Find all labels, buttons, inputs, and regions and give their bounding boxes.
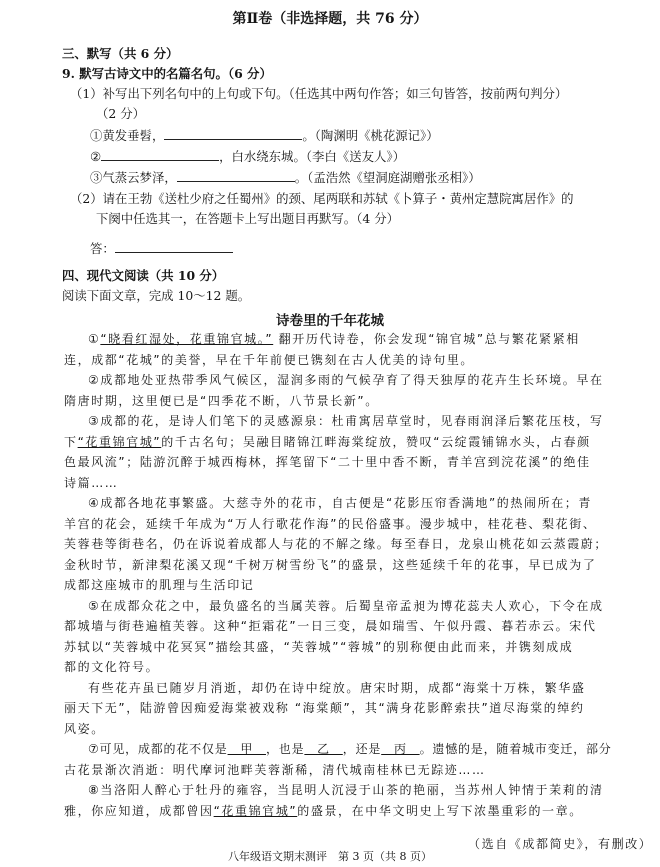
article-source: （选自《成都简史》，有删改） — [468, 837, 653, 851]
underlined-text: 丙 — [381, 742, 420, 756]
article-line — [88, 372, 604, 388]
article-line — [64, 762, 486, 778]
underlined-text: 乙 — [304, 742, 343, 756]
article-line — [64, 721, 105, 737]
article-line — [64, 639, 573, 655]
underlined-text: “花重锦官城” — [77, 434, 162, 449]
section4-heading: 四、现代文阅读（共 10 分） — [62, 268, 225, 283]
line-text: 都城墙与街巷遍植芙蓉。这种“拒霜花”一日三变，晨如瑞雪、午似丹霞、暮若赤云。宋代 — [64, 619, 597, 633]
underlined-text: “晓看红湿处，花重锦官城。” — [100, 332, 274, 346]
article-line — [64, 434, 591, 450]
article-line — [64, 659, 159, 675]
line-text: ，还是 — [342, 742, 382, 756]
line-text: 的千古名句；吴融目睹锦江畔海棠绽放，赞叹“云绽霞铺锦水头，占春颜 — [161, 434, 591, 449]
line-text: 苏轼以“芙蓉城中花冥冥”描绘其盛，“芙蓉城”“蓉城”的别称便由此而来，并镌刻成成 — [64, 639, 574, 654]
line-text: ① — [88, 332, 101, 346]
answer-blank-3[interactable] — [177, 169, 295, 182]
line-text: ⑤在成都众花之中，最负盛名的当属芙蓉。后蜀皇帝孟昶为博花蕊夫人欢心，下令在成 — [88, 598, 604, 613]
line-text: 古花景渐次消逝：明代摩诃池畔芙蓉渐稀，清代城南桂林已无踪迹…… — [64, 762, 486, 777]
question-9-1-points: （2 分） — [96, 106, 145, 121]
item-2-source: ，白水绕东城。（李白《送友人》） — [219, 149, 405, 164]
line-text: 色最风流”；陆游沉醉于城西梅林，挥笔留下“二十里中香不断，青羊宫到浣花溪”的绝佳 — [64, 455, 591, 469]
question-9-2-line-1: （2）请在王勃《送杜少府之任蜀州》的颈、尾两联和苏轼《卜算子・黄州定慧院寓居作》的 — [70, 191, 574, 206]
line-text: 风姿。 — [64, 721, 105, 736]
line-text: 都的文化符号。 — [64, 660, 160, 674]
line-text: 金秋时节，新津梨花溪又现“千树万树雪纷飞”的盛景，这些延续千年的花事，早已成为了 — [64, 557, 597, 572]
underlined-text: 甲 — [227, 742, 266, 756]
item-1-source: 。（陶渊明《桃花源记》） — [302, 128, 439, 143]
recitation-item-1 — [90, 127, 439, 144]
line-text: 雅，你应知道，成都曾因 — [64, 803, 214, 818]
article-line — [64, 454, 591, 470]
article-title: 诗卷里的千年花城 — [276, 313, 384, 329]
recitation-item-2 — [90, 148, 405, 165]
item-1-prompt: ①黄发垂髫， — [90, 128, 165, 143]
line-text: 下 — [64, 434, 78, 449]
answer-label: 答： — [90, 241, 115, 256]
article-line — [88, 413, 604, 429]
line-text: 丽天下无”，陆游曾因痴爱海棠被戏称 “海棠颠”，其“满身花影醉索扶”道尽海棠的绰约 — [64, 701, 585, 715]
item-2-prompt: ② — [90, 149, 102, 164]
line-text: 芙蓉巷等街巷名，仍在诉说着成都人与花的不解之缘。每至春日，龙泉山桃花如云蒸霞蔚； — [64, 537, 609, 551]
line-text: 连，成都“花城”的美誉，早在千年前便已镌刻在古人优美的诗句里。 — [64, 352, 475, 367]
article-line — [64, 803, 583, 819]
line-text: 隋唐时期，这里便已是“四季花不断，八节景长新”。 — [64, 393, 379, 408]
article-line — [88, 331, 580, 347]
article-line — [88, 680, 585, 696]
item-3-source: 。（孟浩然《望洞庭湖赠张丞相》） — [294, 170, 481, 185]
line-text: 的盛景，在中华文明史上写下浓墨重彩的一章。 — [297, 803, 583, 818]
article-line — [88, 495, 592, 511]
article-line — [88, 741, 612, 757]
article-line — [64, 557, 596, 573]
line-text: ，也是 — [265, 742, 305, 756]
line-text: 翻开历代诗卷，你会发现“锦官城”总与繁花紧紧相 — [273, 332, 580, 346]
article-line — [64, 536, 608, 552]
article-line — [64, 618, 596, 634]
section3-heading: 三、默写（共 6 分） — [62, 46, 179, 61]
line-text: 。遗憾的是，随着城市变迁，部分 — [419, 742, 612, 756]
article-line — [88, 782, 604, 798]
line-text: 成都这座城市的肌理与生活印记 — [64, 578, 255, 592]
answer-line — [90, 240, 233, 257]
article-line — [64, 393, 379, 409]
question-9: 9. 默写古诗文中的名篇名句。（6 分） — [62, 66, 272, 81]
article-line — [88, 598, 604, 614]
answer-blank-main[interactable] — [115, 240, 233, 253]
line-text: 有些花卉虽已随岁月消逝，却仍在诗中绽放。唐宋时期，成都“海棠十万株，繁华盛 — [88, 680, 586, 695]
line-text: ⑦可见，成都的花不仅是 — [88, 742, 228, 756]
question-9-2-line-2: 下阕中任选其一，在答题卡上写出题目再默写。（4 分） — [96, 211, 399, 226]
line-text: ③成都的花，是诗人们笔下的灵感源泉：杜甫寓居草堂时，见春雨润泽后繁花压枝，写 — [88, 414, 604, 428]
article-line — [64, 352, 474, 368]
answer-blank-1[interactable] — [164, 127, 302, 140]
line-text: ②成都地处亚热带季风气候区，湿润多雨的气候孕育了得天独厚的花卉生长环境。早在 — [88, 373, 604, 387]
article-line — [64, 577, 254, 593]
line-text: 诗篇…… — [64, 475, 119, 490]
answer-blank-2[interactable] — [101, 148, 219, 161]
article-line — [64, 516, 596, 532]
article-line — [64, 475, 118, 491]
reading-instruction: 阅读下面文章，完成 10～12 题。 — [62, 288, 251, 303]
page-footer: 八年级语文期末测评 第 3 页（共 8 页） — [228, 850, 432, 863]
recitation-item-3 — [90, 169, 481, 186]
line-text: ④成都各地花事繁盛。大慈寺外的花市，自古便是“花影压帘香满地”的热闹所在；青 — [88, 496, 592, 510]
item-3-prompt: ③气蒸云梦泽， — [90, 170, 177, 185]
line-text: 羊宫的花会，延续千年成为“万人行歌花作海”的民俗盛事。漫步城中，桂花巷、梨花街、 — [64, 516, 597, 531]
question-9-1-instruction: （1）补写出下列名句中的上句或下句。（任选其中两句作答；如三句皆答，按前两句判分） — [70, 86, 568, 101]
underlined-text: “花重锦官城” — [213, 803, 298, 818]
article-line — [64, 700, 585, 716]
page-title: 第Ⅱ卷（非选择题，共 76 分） — [232, 11, 428, 27]
line-text: ⑧当洛阳人醉心于牡丹的雍容，当昆明人沉浸于山茶的艳丽，当苏州人钟情于茉莉的清 — [88, 783, 604, 797]
